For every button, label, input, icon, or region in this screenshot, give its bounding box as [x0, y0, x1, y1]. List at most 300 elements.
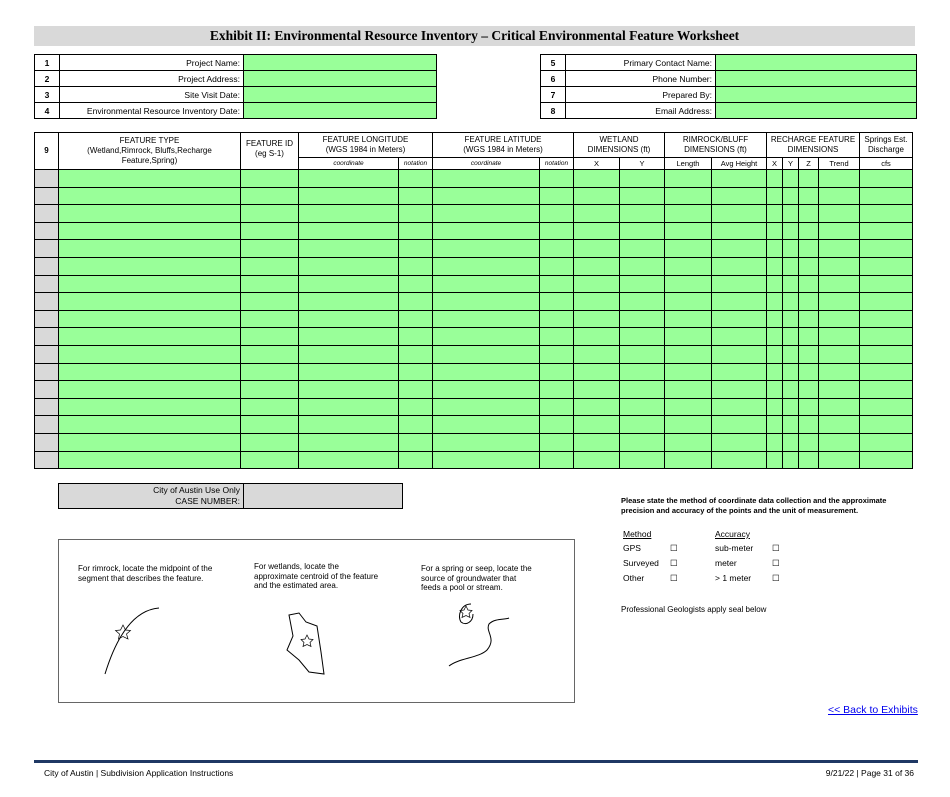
table-cell[interactable] — [620, 381, 665, 399]
table-cell[interactable] — [799, 451, 819, 469]
table-cell[interactable] — [712, 205, 767, 223]
table-cell[interactable] — [665, 433, 712, 451]
table-cell[interactable] — [767, 205, 783, 223]
table-cell[interactable] — [860, 345, 913, 363]
table-cell[interactable] — [860, 433, 913, 451]
feature-sketches — [59, 540, 574, 702]
table-cell[interactable] — [819, 381, 860, 399]
table-cell[interactable] — [819, 275, 860, 293]
table-cell[interactable] — [433, 222, 540, 240]
table-cell[interactable] — [620, 451, 665, 469]
table-cell[interactable] — [665, 275, 712, 293]
table-cell[interactable] — [399, 275, 433, 293]
table-cell[interactable] — [799, 275, 819, 293]
table-cell[interactable] — [241, 451, 299, 469]
table-cell[interactable] — [241, 310, 299, 328]
table-cell[interactable] — [712, 416, 767, 434]
email-address-input[interactable] — [716, 103, 916, 118]
table-cell[interactable] — [433, 451, 540, 469]
table-cell[interactable] — [574, 222, 620, 240]
table-cell[interactable] — [712, 222, 767, 240]
table-cell[interactable] — [299, 433, 399, 451]
table-cell[interactable] — [712, 381, 767, 399]
table-cell[interactable] — [433, 257, 540, 275]
table-cell[interactable] — [819, 363, 860, 381]
table-cell[interactable] — [540, 257, 574, 275]
table-cell[interactable] — [860, 293, 913, 311]
table-cell[interactable] — [783, 398, 799, 416]
table-cell[interactable] — [860, 310, 913, 328]
wetland-sketch — [287, 613, 324, 674]
table-cell[interactable] — [540, 293, 574, 311]
table-cell[interactable] — [299, 170, 399, 188]
table-cell[interactable] — [574, 170, 620, 188]
table-cell[interactable] — [767, 187, 783, 205]
table-cell[interactable] — [241, 433, 299, 451]
table-cell[interactable] — [767, 363, 783, 381]
case-number-label — [59, 484, 244, 509]
table-cell[interactable] — [59, 345, 241, 363]
table-cell[interactable] — [665, 451, 712, 469]
table-cell[interactable] — [433, 363, 540, 381]
table-cell[interactable] — [540, 416, 574, 434]
table-cell[interactable] — [620, 205, 665, 223]
table-cell[interactable] — [665, 187, 712, 205]
table-cell[interactable] — [399, 240, 433, 258]
table-cell[interactable] — [783, 416, 799, 434]
table-cell[interactable] — [241, 345, 299, 363]
table-cell[interactable] — [574, 345, 620, 363]
table-cell[interactable] — [59, 416, 241, 434]
table-cell[interactable] — [665, 170, 712, 188]
table-cell[interactable] — [819, 170, 860, 188]
table-cell[interactable] — [399, 433, 433, 451]
table-cell[interactable] — [299, 381, 399, 399]
table-cell[interactable] — [433, 345, 540, 363]
table-cell[interactable] — [620, 293, 665, 311]
latitude-header: FEATURE LATITUDE (WGS 1984 in Meters) — [433, 133, 574, 158]
table-cell[interactable] — [860, 170, 913, 188]
table-cell[interactable] — [712, 257, 767, 275]
table-cell[interactable] — [860, 222, 913, 240]
table-cell[interactable] — [819, 222, 860, 240]
table-cell[interactable] — [59, 328, 241, 346]
table-cell[interactable] — [540, 433, 574, 451]
row-number-cell — [35, 363, 59, 381]
table-cell[interactable] — [819, 293, 860, 311]
longitude-header: FEATURE LONGITUDE (WGS 1984 in Meters) — [299, 133, 433, 158]
table-cell[interactable] — [59, 187, 241, 205]
table-cell[interactable] — [819, 328, 860, 346]
table-cell[interactable] — [767, 398, 783, 416]
table-cell[interactable] — [799, 345, 819, 363]
table-cell[interactable] — [399, 293, 433, 311]
table-cell[interactable] — [540, 345, 574, 363]
table-cell[interactable] — [574, 451, 620, 469]
table-cell[interactable] — [665, 416, 712, 434]
table-cell[interactable] — [712, 240, 767, 258]
table-cell[interactable] — [799, 416, 819, 434]
table-cell[interactable] — [241, 416, 299, 434]
table-cell[interactable] — [399, 310, 433, 328]
table-cell[interactable] — [665, 363, 712, 381]
longitude-coordinate-subheader: coordinate — [299, 158, 399, 170]
table-cell[interactable] — [860, 416, 913, 434]
back-to-exhibits-link[interactable]: << Back to Exhibits — [828, 704, 918, 716]
table-cell[interactable] — [860, 363, 913, 381]
table-cell[interactable] — [665, 328, 712, 346]
table-cell[interactable] — [783, 205, 799, 223]
table-cell[interactable] — [574, 433, 620, 451]
table-cell[interactable] — [799, 257, 819, 275]
table-cell[interactable] — [860, 398, 913, 416]
table-cell[interactable] — [399, 222, 433, 240]
location-diagram-box — [58, 539, 575, 703]
table-cell[interactable] — [241, 328, 299, 346]
table-cell[interactable] — [712, 293, 767, 311]
table-cell[interactable] — [620, 187, 665, 205]
table-cell[interactable] — [799, 170, 819, 188]
table-cell[interactable] — [712, 328, 767, 346]
accuracy-over-meter-label: > 1 meter — [715, 573, 752, 583]
table-cell[interactable] — [433, 240, 540, 258]
project-address-input[interactable] — [244, 71, 436, 86]
table-cell[interactable] — [620, 222, 665, 240]
table-cell[interactable] — [574, 363, 620, 381]
table-cell[interactable] — [783, 170, 799, 188]
table-cell[interactable] — [433, 416, 540, 434]
table-cell[interactable] — [712, 398, 767, 416]
table-cell[interactable] — [241, 398, 299, 416]
table-cell[interactable] — [299, 257, 399, 275]
table-cell[interactable] — [783, 293, 799, 311]
table-cell[interactable] — [59, 398, 241, 416]
method-gps-checkbox[interactable]: ☐ — [670, 543, 678, 553]
table-cell[interactable] — [433, 328, 540, 346]
table-cell[interactable] — [299, 187, 399, 205]
table-cell[interactable] — [574, 205, 620, 223]
table-cell[interactable] — [574, 275, 620, 293]
table-cell[interactable] — [620, 328, 665, 346]
phone-number-input[interactable] — [716, 71, 916, 86]
table-cell[interactable] — [665, 310, 712, 328]
table-cell[interactable] — [59, 275, 241, 293]
table-cell[interactable] — [540, 310, 574, 328]
table-cell[interactable] — [540, 187, 574, 205]
table-cell[interactable] — [433, 433, 540, 451]
table-cell[interactable] — [620, 170, 665, 188]
site-visit-date-field[interactable] — [244, 87, 437, 103]
table-cell[interactable] — [767, 240, 783, 258]
table-cell[interactable] — [819, 257, 860, 275]
table-cell[interactable] — [241, 293, 299, 311]
table-cell[interactable] — [860, 240, 913, 258]
table-cell[interactable] — [399, 363, 433, 381]
table-cell[interactable] — [860, 187, 913, 205]
method-other-checkbox[interactable]: ☐ — [670, 573, 678, 583]
table-cell[interactable] — [767, 328, 783, 346]
table-cell[interactable] — [574, 416, 620, 434]
table-cell[interactable] — [540, 170, 574, 188]
table-cell[interactable] — [399, 187, 433, 205]
table-cell[interactable] — [767, 257, 783, 275]
table-cell[interactable] — [767, 310, 783, 328]
table-cell[interactable] — [799, 240, 819, 258]
accuracy-submeter-checkbox[interactable]: ☐ — [772, 543, 780, 553]
row-number-cell — [35, 345, 59, 363]
table-row — [35, 310, 913, 328]
eri-date-input[interactable] — [244, 103, 436, 118]
table-cell[interactable] — [574, 257, 620, 275]
table-cell[interactable] — [620, 398, 665, 416]
table-cell[interactable] — [783, 345, 799, 363]
table-cell[interactable] — [783, 310, 799, 328]
table-cell[interactable] — [712, 275, 767, 293]
table-cell[interactable] — [799, 187, 819, 205]
table-cell[interactable] — [819, 205, 860, 223]
table-cell[interactable] — [665, 398, 712, 416]
table-cell[interactable] — [712, 345, 767, 363]
table-cell[interactable] — [783, 187, 799, 205]
table-cell[interactable] — [799, 381, 819, 399]
table-cell[interactable] — [241, 170, 299, 188]
table-cell[interactable] — [860, 257, 913, 275]
table-cell[interactable] — [712, 310, 767, 328]
table-cell[interactable] — [59, 205, 241, 223]
table-cell[interactable] — [620, 257, 665, 275]
table-cell[interactable] — [767, 433, 783, 451]
table-cell[interactable] — [399, 257, 433, 275]
table-cell[interactable] — [241, 363, 299, 381]
table-cell[interactable] — [712, 187, 767, 205]
project-info-table — [34, 54, 437, 119]
table-cell[interactable] — [59, 310, 241, 328]
table-cell[interactable] — [665, 345, 712, 363]
table-cell[interactable] — [783, 381, 799, 399]
table-cell[interactable] — [767, 451, 783, 469]
table-cell[interactable] — [433, 293, 540, 311]
project-name-field[interactable] — [244, 55, 437, 71]
table-cell[interactable] — [819, 187, 860, 205]
table-cell[interactable] — [665, 257, 712, 275]
project-address-label: Project Address: — [60, 71, 244, 87]
table-cell[interactable] — [433, 205, 540, 223]
table-cell[interactable] — [620, 416, 665, 434]
table-cell[interactable] — [620, 310, 665, 328]
row-number-cell — [35, 328, 59, 346]
table-cell[interactable] — [799, 433, 819, 451]
table-cell[interactable] — [540, 381, 574, 399]
table-cell[interactable] — [59, 451, 241, 469]
table-cell[interactable] — [819, 345, 860, 363]
table-cell[interactable] — [860, 275, 913, 293]
table-cell[interactable] — [665, 205, 712, 223]
project-name-input[interactable] — [244, 55, 436, 70]
table-cell[interactable] — [799, 310, 819, 328]
seal-note: Professional Geologists apply seal below — [621, 605, 767, 614]
table-cell[interactable] — [399, 328, 433, 346]
eri-date-field[interactable] — [244, 103, 437, 119]
table-cell[interactable] — [783, 433, 799, 451]
table-cell[interactable] — [59, 363, 241, 381]
table-cell[interactable] — [620, 433, 665, 451]
table-cell[interactable] — [783, 240, 799, 258]
table-cell[interactable] — [767, 293, 783, 311]
table-cell[interactable] — [712, 363, 767, 381]
table-cell[interactable] — [665, 381, 712, 399]
table-cell[interactable] — [620, 240, 665, 258]
table-cell[interactable] — [665, 240, 712, 258]
phone-number-field[interactable] — [716, 71, 917, 87]
table-cell[interactable] — [540, 451, 574, 469]
method-gps-label: GPS — [623, 543, 641, 553]
table-cell[interactable] — [860, 205, 913, 223]
table-cell[interactable] — [59, 433, 241, 451]
table-cell[interactable] — [59, 293, 241, 311]
table-cell[interactable] — [574, 240, 620, 258]
table-cell[interactable] — [399, 398, 433, 416]
table-cell[interactable] — [783, 328, 799, 346]
table-cell[interactable] — [59, 170, 241, 188]
table-cell[interactable] — [241, 257, 299, 275]
method-instruction: Please state the method of coordinate data collection and the approximate precision and accuracy of the points and the unit of measurement. — [621, 496, 887, 515]
table-cell[interactable] — [399, 416, 433, 434]
table-cell[interactable] — [59, 381, 241, 399]
table-cell[interactable] — [665, 293, 712, 311]
table-cell[interactable] — [241, 275, 299, 293]
table-cell[interactable] — [299, 310, 399, 328]
table-cell[interactable] — [860, 381, 913, 399]
table-cell[interactable] — [241, 240, 299, 258]
table-cell[interactable] — [819, 451, 860, 469]
prepared-by-field[interactable] — [716, 87, 917, 103]
table-cell[interactable] — [620, 345, 665, 363]
table-cell[interactable] — [799, 222, 819, 240]
table-cell[interactable] — [574, 398, 620, 416]
accuracy-over-meter-checkbox[interactable]: ☐ — [772, 573, 780, 583]
table-cell[interactable] — [299, 222, 399, 240]
table-cell[interactable] — [59, 240, 241, 258]
table-cell[interactable] — [241, 205, 299, 223]
table-cell[interactable] — [299, 328, 399, 346]
table-cell[interactable] — [574, 328, 620, 346]
table-cell[interactable] — [799, 205, 819, 223]
table-cell[interactable] — [540, 328, 574, 346]
accuracy-meter-checkbox[interactable]: ☐ — [772, 558, 780, 568]
table-cell[interactable] — [712, 451, 767, 469]
table-cell[interactable] — [540, 222, 574, 240]
table-cell[interactable] — [767, 381, 783, 399]
contact-name-field[interactable] — [716, 55, 917, 71]
table-cell[interactable] — [860, 451, 913, 469]
table-cell[interactable] — [712, 170, 767, 188]
table-cell[interactable] — [799, 363, 819, 381]
table-cell[interactable] — [767, 416, 783, 434]
table-cell[interactable] — [59, 222, 241, 240]
table-cell[interactable] — [540, 363, 574, 381]
table-cell[interactable] — [399, 451, 433, 469]
table-cell[interactable] — [540, 275, 574, 293]
table-cell[interactable] — [860, 328, 913, 346]
table-cell[interactable] — [540, 398, 574, 416]
table-cell[interactable] — [767, 222, 783, 240]
table-cell[interactable] — [574, 310, 620, 328]
table-cell[interactable] — [665, 222, 712, 240]
table-cell[interactable] — [299, 416, 399, 434]
table-cell[interactable] — [620, 275, 665, 293]
table-cell[interactable] — [799, 328, 819, 346]
table-cell[interactable] — [299, 275, 399, 293]
table-cell[interactable] — [433, 381, 540, 399]
table-cell[interactable] — [241, 187, 299, 205]
table-cell[interactable] — [767, 170, 783, 188]
table-cell[interactable] — [819, 416, 860, 434]
table-cell[interactable] — [574, 187, 620, 205]
table-cell[interactable] — [399, 381, 433, 399]
table-cell[interactable] — [574, 293, 620, 311]
table-cell[interactable] — [819, 310, 860, 328]
table-cell[interactable] — [399, 205, 433, 223]
site-visit-date-input[interactable] — [244, 87, 436, 102]
table-cell[interactable] — [574, 381, 620, 399]
table-cell[interactable] — [433, 170, 540, 188]
table-cell[interactable] — [433, 398, 540, 416]
table-cell[interactable] — [299, 345, 399, 363]
contact-name-input[interactable] — [716, 55, 916, 70]
table-cell[interactable] — [299, 205, 399, 223]
table-cell[interactable] — [59, 257, 241, 275]
table-cell[interactable] — [540, 240, 574, 258]
table-cell[interactable] — [767, 275, 783, 293]
table-cell[interactable] — [299, 398, 399, 416]
case-number-field[interactable] — [244, 484, 403, 509]
table-cell[interactable] — [299, 363, 399, 381]
table-cell[interactable] — [783, 257, 799, 275]
table-cell[interactable] — [783, 222, 799, 240]
email-address-field[interactable] — [716, 103, 917, 119]
table-cell[interactable] — [799, 398, 819, 416]
table-cell[interactable] — [399, 345, 433, 363]
wetlands-note: For wetlands, locate the approximate centroid of the feature and the estimated area. — [254, 562, 379, 590]
table-cell[interactable] — [783, 363, 799, 381]
table-cell[interactable] — [399, 170, 433, 188]
table-cell[interactable] — [241, 222, 299, 240]
table-cell[interactable] — [783, 451, 799, 469]
table-cell[interactable] — [433, 310, 540, 328]
method-surveyed-checkbox[interactable]: ☐ — [670, 558, 678, 568]
table-cell[interactable] — [299, 293, 399, 311]
table-cell[interactable] — [783, 275, 799, 293]
table-cell[interactable] — [767, 345, 783, 363]
spring-stream-sketch — [449, 618, 509, 666]
contact-info-table — [540, 54, 917, 119]
table-cell[interactable] — [433, 275, 540, 293]
prepared-by-input[interactable] — [716, 87, 916, 102]
table-cell[interactable] — [819, 398, 860, 416]
phone-number-label: Phone Number: — [566, 71, 716, 87]
table-cell[interactable] — [299, 451, 399, 469]
table-cell[interactable] — [241, 381, 299, 399]
table-cell[interactable] — [799, 293, 819, 311]
table-cell[interactable] — [620, 363, 665, 381]
project-address-field[interactable] — [244, 71, 437, 87]
table-cell[interactable] — [540, 205, 574, 223]
table-cell[interactable] — [299, 240, 399, 258]
table-cell[interactable] — [819, 240, 860, 258]
table-cell[interactable] — [712, 433, 767, 451]
table-cell[interactable] — [819, 433, 860, 451]
table-cell[interactable] — [433, 187, 540, 205]
